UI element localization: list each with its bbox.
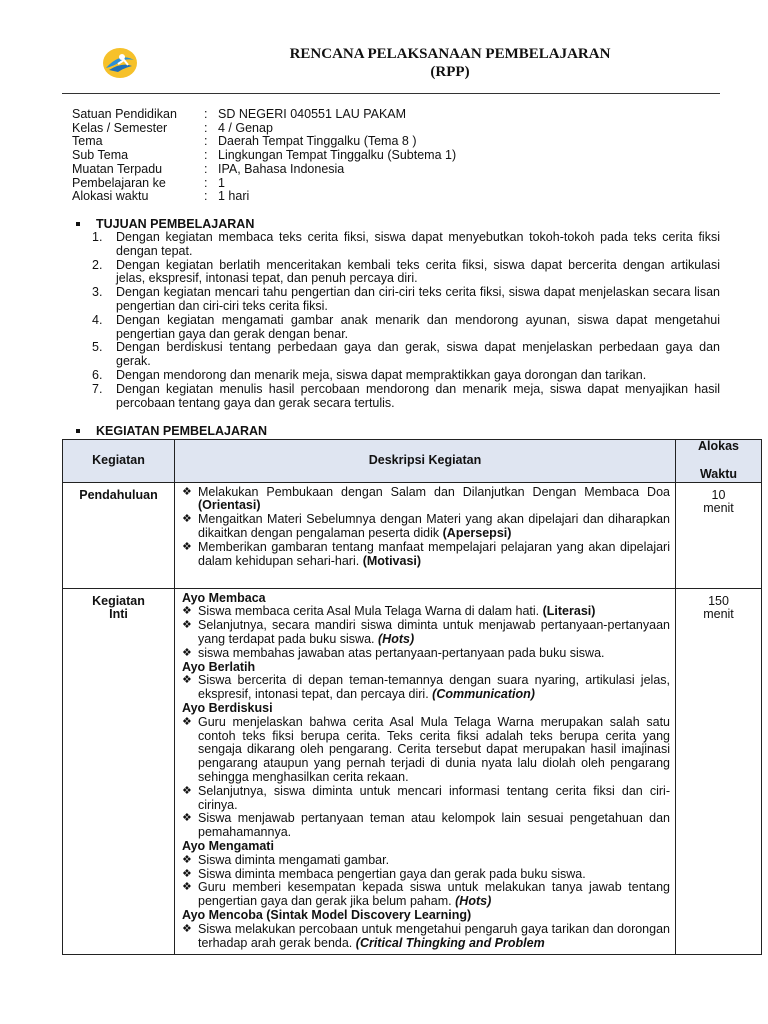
identity-label: Satuan Pendidikan (72, 107, 177, 121)
identity-value: 1 hari (218, 189, 250, 204)
activity-item (182, 513, 670, 541)
section-heading-text: TUJUAN PEMBELAJARAN (96, 217, 255, 231)
waktu-unit: menit (703, 607, 734, 622)
kegiatan-name-line-2: Inti (109, 607, 128, 622)
activity-item (182, 541, 670, 569)
activity-item (182, 785, 670, 813)
activity-text: Selanjutnya, siswa diminta untuk mencari informasi tentang cerita fiksi dan ciri-cirinya. (198, 783, 670, 812)
identity-label: Alokasi waktu (72, 189, 149, 204)
activity-item (182, 605, 670, 619)
identity-colon: : (204, 161, 208, 176)
objective-item (92, 314, 720, 342)
header-deskripsi: Deskripsi Kegiatan (175, 440, 676, 483)
section-heading-text: KEGIATAN PEMBELAJARAN (96, 424, 268, 438)
waktu-cell (676, 482, 762, 588)
identity-row (72, 108, 456, 122)
activity-item (182, 674, 670, 702)
header-waktu (676, 440, 762, 483)
objective-item (92, 259, 720, 287)
identity-colon: : (204, 107, 208, 121)
objective-text: Dengan mendorong dan menarik meja, siswa dapat mempraktikkan gaya dorongan dan tarikan. (116, 367, 647, 382)
identity-label: Kelas / Semester (72, 120, 168, 135)
waktu-unit: menit (703, 501, 734, 516)
waktu-cell (676, 588, 762, 955)
identity-colon: : (204, 120, 208, 135)
tut-wuri-handayani-logo (100, 46, 140, 80)
activity-tag: (Hots) (378, 631, 415, 646)
objective-number: 7. (92, 381, 103, 396)
identity-value: IPA, Bahasa Indonesia (218, 161, 345, 176)
identity-colon: : (204, 148, 208, 163)
activity-item (182, 923, 670, 951)
waktu-value: 150 (708, 593, 729, 608)
activity-tag: (Hots) (455, 894, 492, 909)
header-kegiatan: Kegiatan (63, 440, 175, 483)
identity-label: Sub Tema (72, 148, 129, 163)
activity-text: Siswa diminta mengamati gambar. (198, 852, 390, 867)
activity-item (182, 868, 670, 882)
activity-tag: (Communication) (432, 687, 535, 702)
activity-item (182, 647, 670, 661)
objective-number: 5. (92, 340, 103, 355)
diamond-bullet-icon: ❖ (182, 619, 192, 632)
diamond-bullet-icon: ❖ (182, 485, 192, 498)
square-bullet-icon (76, 222, 80, 226)
activity-item (182, 881, 670, 909)
square-bullet-icon (76, 429, 80, 433)
identity-value: 4 / Genap (218, 120, 273, 135)
objective-number: 2. (92, 257, 103, 272)
activity-tag: (Apersepsi) (442, 525, 512, 540)
activity-tag: (Motivasi) (362, 553, 422, 568)
activity-item (182, 854, 670, 868)
kegiatan-name (63, 588, 175, 955)
waktu-value: 10 (711, 487, 726, 502)
table-row-inti (63, 588, 762, 955)
activity-text: siswa membahas jawaban atas pertanyaan-pertanyaan pada buku siswa. (198, 645, 605, 660)
kegiatan-name: Pendahuluan (63, 482, 175, 588)
identity-label: Pembelajaran ke (72, 175, 166, 190)
identity-value: 1 (218, 175, 225, 190)
objective-item (92, 286, 720, 314)
objective-number: 6. (92, 367, 103, 382)
table-row-pendahuluan (63, 482, 762, 588)
subsection-title: Ayo Berlatih (182, 659, 256, 674)
diamond-bullet-icon: ❖ (182, 922, 192, 935)
activity-item (182, 812, 670, 840)
objective-number: 3. (92, 285, 103, 300)
activity-text: Memberikan gambaran tentang manfaat mempelajari pelajaran yang akan dipelajari dalam kehidupan sehari-hari. (198, 539, 670, 568)
objective-text: Dengan kegiatan membaca teks cerita fiksi, siswa dapat menyebutkan tokoh-tokoh pada teks cerita fiksi dengan tepat. (116, 230, 720, 258)
activity-item (182, 716, 670, 785)
diamond-bullet-icon: ❖ (182, 540, 192, 553)
document-title (180, 45, 720, 81)
deskripsi-cell (175, 482, 676, 588)
activity-text: Siswa melakukan percobaan untuk mengetahui pengaruh gaya tarikan dan dorongan terhadap arah gerak benda. (198, 921, 670, 950)
identity-row (72, 163, 456, 177)
identity-row (72, 177, 456, 191)
identity-row (72, 190, 456, 204)
identity-label: Muatan Terpadu (72, 161, 163, 176)
activity-text: Siswa diminta membaca pengertian gaya dan gerak pada buku siswa. (198, 866, 586, 881)
objective-item (92, 341, 720, 369)
activities-table (62, 439, 762, 955)
header-waktu-line-2: Waktu (699, 466, 738, 481)
title-line-1: RENCANA PELAKSANAAN PEMBELAJARAN (289, 46, 611, 62)
diamond-bullet-icon: ❖ (182, 812, 192, 825)
subsection-title: Ayo Mengamati (182, 838, 274, 853)
title-line-2: (RPP) (430, 64, 470, 80)
diamond-bullet-icon: ❖ (182, 646, 192, 659)
objective-number: 1. (92, 230, 103, 244)
activity-text: Mengaitkan Materi Sebelumnya dengan Materi yang akan dipelajari dan diharapkan dikaitkan dengan pengalaman peserta didik (198, 512, 670, 540)
identity-row (72, 149, 456, 163)
diamond-bullet-icon: ❖ (182, 867, 192, 880)
objective-item (92, 383, 720, 411)
diamond-bullet-icon: ❖ (182, 853, 192, 866)
activity-tag: (Critical Thingking and Problem (355, 935, 545, 950)
diamond-bullet-icon: ❖ (182, 715, 192, 728)
diamond-bullet-icon: ❖ (182, 674, 192, 687)
activity-tag: (Orientasi) (198, 498, 261, 513)
subsection-title: Ayo Membaca (182, 590, 266, 605)
objective-text: Dengan kegiatan mencari tahu pengertian dan ciri-ciri teks cerita fiksi, siswa dapat menjelaskan secara lisan pengertian dan ciri-ciri teks cerita fiksi. (116, 285, 720, 313)
deskripsi-cell (175, 588, 676, 955)
identity-colon: : (204, 134, 208, 149)
objective-text: Dengan kegiatan menulis hasil percobaan mendorong dan menarik meja, siswa dapat menyajikan hasil percobaan tentang gaya dan gerak secara tertulis. (116, 381, 720, 410)
activity-item (182, 619, 670, 647)
activity-tag: (Literasi) (542, 604, 596, 619)
diamond-bullet-icon: ❖ (182, 605, 192, 618)
activity-text: Siswa menjawab pertanyaan teman atau kelompok lain sesuai pengetahuan dan pemahamannya. (198, 811, 670, 840)
identity-value: Lingkungan Tempat Tinggalku (Subtema 1) (218, 148, 457, 163)
identity-value: Daerah Tempat Tinggalku (Tema 8 ) (218, 134, 417, 149)
identity-block (72, 108, 456, 204)
activity-text: Melakukan Pembukaan dengan Salam dan Dilanjutkan Dengan Membaca Doa (198, 484, 670, 499)
table-header-row (63, 440, 762, 483)
activity-text: Selanjutnya, secara mandiri siswa diminta untuk menjawab pertanyaan-pertanyaan yang terdapat pada buku siswa. (198, 618, 670, 646)
identity-colon: : (204, 175, 208, 190)
activity-text: Siswa bercerita di depan teman-temannya dengan suara nyaring, artikulasi jelas, ekspresif, intonasi tepat, dan percaya diri. (198, 673, 670, 702)
activity-text: Guru menjelaskan bahwa cerita Asal Mula Telaga Warna merupakan salah satu contoh teks fiksi berupa cerita. Teks cerita fiksi adalah teks berupa cerita yang sengaja dikarang oleh pengarang. Cerita tersebut dapat merupakan hasil imajinasi pengarang ataupun yang pernah terjadi di dunia nyata lalu diolah oleh pengarang sehingga menghasilkan cerita rekaan. (198, 714, 670, 784)
objective-item (92, 231, 720, 259)
header-divider (62, 93, 720, 94)
kegiatan-name-line-1: Kegiatan (92, 593, 145, 608)
objectives-list (92, 231, 720, 410)
objective-text: Dengan kegiatan mengamati gambar anak menarik dan mendorong ayunan, siswa dapat mengetahui pengertian gaya dan gerak dengan benar. (116, 312, 720, 341)
diamond-bullet-icon: ❖ (182, 881, 192, 894)
diamond-bullet-icon: ❖ (182, 784, 192, 797)
objective-number: 4. (92, 312, 103, 327)
activity-text: Guru memberi kesempatan kepada siswa untuk melakukan tanya jawab tentang pengertian gaya dan gerak jika belum paham. (198, 880, 670, 909)
identity-value: SD NEGERI 040551 LAU PAKAM (218, 107, 407, 121)
header-waktu-line-1: Alokas (698, 439, 739, 453)
objective-text: Dengan kegiatan berlatih menceritakan kembali teks cerita fiksi, siswa dapat bercerita dengan artikulasi jelas, ekspresif, intonasi tepat, dan penuh percaya diri. (116, 257, 720, 286)
section-heading-tujuan (76, 217, 254, 231)
subsection-title: Ayo Mencoba (Sintak Model Discovery Learning) (182, 907, 472, 922)
diamond-bullet-icon: ❖ (182, 513, 192, 526)
identity-label: Tema (72, 134, 103, 149)
identity-colon: : (204, 189, 208, 204)
objective-text: Dengan berdiskusi tentang perbedaan gaya dan gerak, siswa dapat menjelaskan perbedaan gaya dan gerak. (116, 340, 720, 369)
section-heading-kegiatan (76, 424, 267, 438)
identity-row (72, 122, 456, 136)
subsection-title: Ayo Berdiskusi (182, 700, 273, 715)
identity-row (72, 135, 456, 149)
activity-text: Siswa membaca cerita Asal Mula Telaga Warna di dalam hati. (198, 604, 540, 619)
activity-item (182, 486, 670, 514)
objective-item (92, 369, 720, 383)
